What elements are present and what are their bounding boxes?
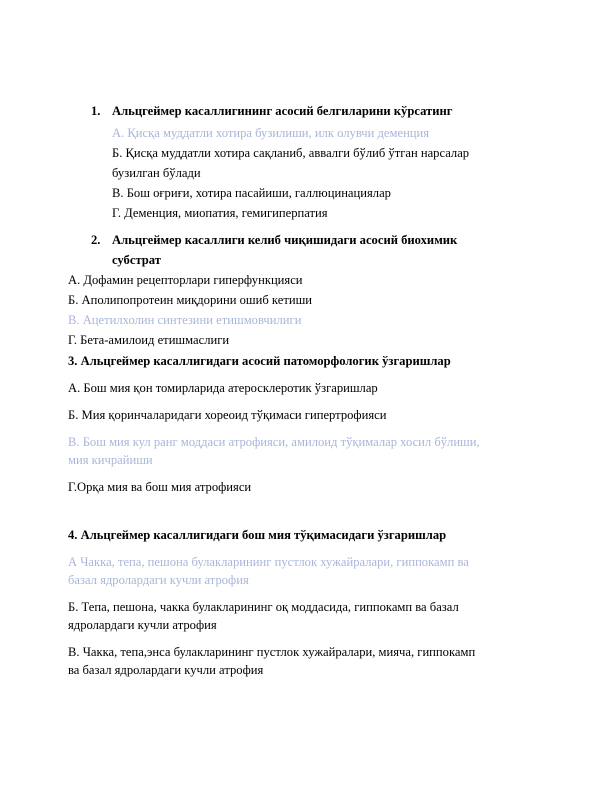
question-4-option-c-cont: ва базал ядролардаги кучли атрофия [68, 663, 264, 677]
question-3-option-b: Б. Мия қоринчаларидаги хореоид тўқимаси гипертрофияси [68, 408, 387, 422]
question-1-option-d: Г. Деменция, миопатия, гемигиперпатия [112, 206, 328, 220]
question-2-option-c: В. Ацетилхолин синтезини етишмовчилиги [68, 313, 302, 327]
question-4-option-a-cont: базал ядролардаги кучли атрофия [68, 573, 249, 587]
question-2-option-d: Г. Бета-амилоид етишмаслиги [68, 333, 230, 347]
question-3-option-a: А. Бош мия қон томирларида атеросклеротик ўзгаришлар [68, 381, 378, 395]
question-1-number: 1. [91, 104, 101, 118]
question-1-option-b: Б. Қисқа муддатли хотира сақланиб, аввалги бўлиб ўтган нарсалар [112, 146, 470, 160]
question-3-option-d: Г.Орқа мия ва бош мия атрофияси [68, 480, 252, 494]
question-1-option-a: А. Қисқа муддатли хотира бузилиши, илк олувчи деменция [112, 126, 430, 140]
question-4-option-b-cont: ядролардаги кучли атрофия [68, 618, 217, 632]
question-4-option-c: В. Чакка, тепа,энса булакларининг пустлок хужайралари, миячa, гиппокамп [68, 645, 476, 659]
question-2-number: 2. [91, 233, 101, 247]
question-1-option-c: В. Бош оғриғи, хотира пасайиши, галлюцинациялар [112, 186, 391, 200]
question-2-title-cont: субстрат [112, 253, 161, 267]
question-1-title: 1. Альцгеймер касаллигининг асосий белгиларини кўрсатинг [91, 104, 453, 118]
question-4-option-a: А Чакка, тепа, пешона булакларининг пустлок хужайралари, гиппокамп ва [68, 555, 469, 569]
question-4-option-b: Б. Тепа, пешона, чакка булакларининг оқ моддасида, гиппокамп ва базал [68, 600, 459, 614]
question-2-option-a: А. Дофамин рецепторлари гиперфункцияси [68, 273, 303, 287]
question-2-option-b: Б. Аполипопротеин миқдорини ошиб кетиши [68, 293, 313, 307]
question-2-title: 2. Альцгеймер касаллиги келиб чиқишидаги асосий биохимик [91, 233, 458, 247]
question-3-option-c-cont: мия кичрайиши [68, 453, 153, 467]
question-1-option-b-cont: бузилган бўлади [112, 166, 201, 180]
question-3-title: 3. Альцгеймер касаллигидаги асосий патоморфологик ўзгаришлар [68, 354, 451, 368]
question-3-option-c: В. Бош мия кул ранг моддаси атрофияси, амилоид тўқималар хосил бўлиши, [68, 435, 480, 449]
question-4-title: 4. Альцгеймер касаллигидаги бош мия тўқимасидаги ўзгаришлар [68, 528, 447, 542]
